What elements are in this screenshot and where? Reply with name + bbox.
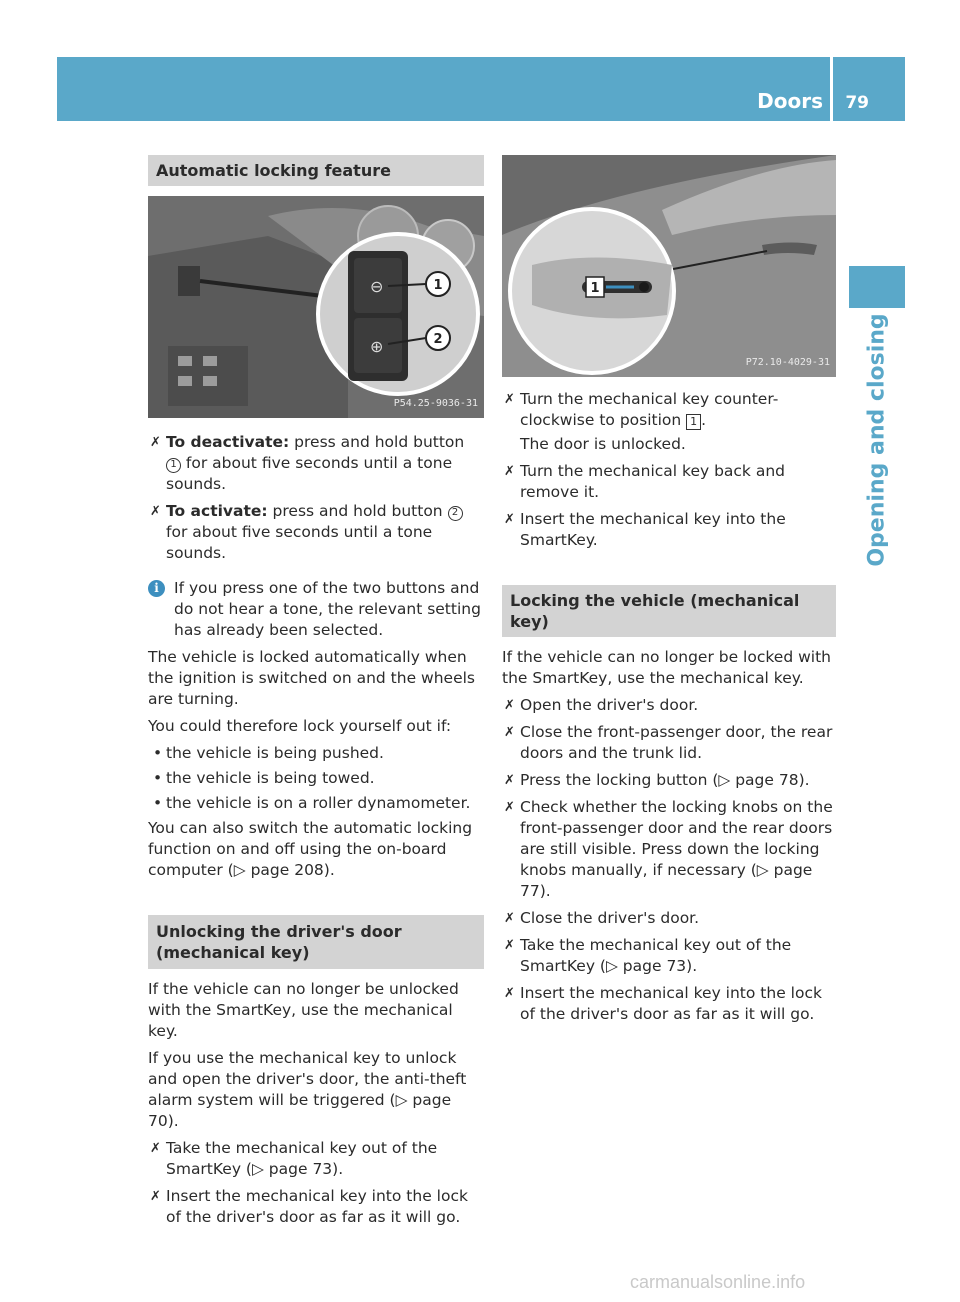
instruction-step <box>502 797 836 902</box>
step-arrow-icon: ✗ <box>150 1141 161 1156</box>
instruction-step <box>148 501 484 564</box>
instruction-step <box>502 983 836 1025</box>
info-icon: i <box>148 580 165 597</box>
step-arrow-icon: ✗ <box>504 911 515 926</box>
step-text: Insert the mechanical key into the lock of the driver's door as far as it will go. <box>520 984 822 1023</box>
step-text: Take the mechanical key out of the SmartKey (▷ page 73). <box>166 1139 438 1178</box>
right-column <box>502 155 836 1031</box>
bullet-icon: • <box>153 744 163 762</box>
paragraph: If the vehicle can no longer be unlocked with the SmartKey, use the mechanical key. <box>148 980 459 1040</box>
step-arrow-icon: ✗ <box>504 938 515 953</box>
info-note <box>148 578 484 641</box>
paragraph: If the vehicle can no longer be locked with the SmartKey, use the mechanical key. <box>502 648 831 687</box>
chapter-tab <box>849 266 905 308</box>
page-header <box>57 57 905 121</box>
figure-id: P54.25-9036-31 <box>393 398 478 409</box>
instruction-step <box>502 695 836 716</box>
svg-text:⊖: ⊖ <box>370 277 384 296</box>
instruction-step <box>502 770 836 791</box>
figure-id: P72.10-4029-31 <box>745 357 830 368</box>
bullet-icon: • <box>153 794 163 812</box>
step-arrow-icon: ✗ <box>504 773 515 788</box>
step-arrow-icon: ✗ <box>150 504 161 519</box>
step-text: Close the driver's door. <box>520 909 700 927</box>
left-column <box>148 155 484 1234</box>
watermark-footer: carmanualsonline.info <box>630 1272 806 1292</box>
heading-line: Unlocking the driver's door <box>156 922 402 941</box>
instruction-step <box>502 722 836 764</box>
instruction-step <box>148 1138 484 1180</box>
heading-line: (mechanical key) <box>156 943 310 962</box>
step-text: Close the front-passenger door, the rear doors and the trunk lid. <box>520 723 833 762</box>
page-number: 79 <box>845 93 869 113</box>
step-arrow-icon: ✗ <box>504 512 515 527</box>
door-handle-illustration <box>502 155 836 377</box>
step-text: Insert the mechanical key into the SmartKey. <box>520 510 786 549</box>
door-panel-illustration <box>148 196 484 418</box>
section-heading-unlocking-drivers-door <box>148 915 484 969</box>
step-text: for about five seconds until a tone sounds. <box>166 523 433 562</box>
step-arrow-icon: ✗ <box>504 698 515 713</box>
figure-door-lock-buttons <box>148 196 484 418</box>
position-ref: 1 <box>686 414 701 430</box>
instruction-step <box>502 509 836 551</box>
list-item-text: the vehicle is being pushed. <box>166 744 384 762</box>
step-text: Insert the mechanical key into the lock of the driver's door as far as it will go. <box>166 1187 468 1226</box>
instruction-step <box>148 432 484 495</box>
step-text: Take the mechanical key out of the SmartKey (▷ page 73). <box>520 936 792 975</box>
step-arrow-icon: ✗ <box>504 392 515 407</box>
figure-door-handle-key <box>502 155 836 377</box>
list-item <box>148 793 484 814</box>
section-heading-locking-vehicle: Locking the vehicle (mechanical key) <box>502 585 836 637</box>
step-arrow-icon: ✗ <box>504 725 515 740</box>
svg-text:⊕: ⊕ <box>370 337 384 356</box>
callout-1: 1 <box>433 278 443 293</box>
list-item-text: the vehicle is being towed. <box>166 769 375 787</box>
step-text: . <box>701 411 707 429</box>
step-arrow-icon: ✗ <box>150 435 161 450</box>
instruction-step <box>148 1186 484 1228</box>
step-text: Open the driver's door. <box>520 696 699 714</box>
step-arrow-icon: ✗ <box>150 1189 161 1204</box>
callout-ref: 1 <box>166 458 181 473</box>
paragraph: You can also switch the automatic locking function on and off using the on-board computer (▷ page 208). <box>148 819 473 879</box>
list-item <box>148 743 484 764</box>
step-text: Press the locking button (▷ page 78). <box>520 771 810 789</box>
step-lead: To activate: <box>166 502 268 520</box>
chapter-label: Opening and closing <box>864 313 890 567</box>
step-text: press and hold button <box>289 433 465 451</box>
step-text: Check whether the locking knobs on the front-passenger door and the rear doors are still visible. Press down the locking knobs manually, if necessary (▷ page 77). <box>520 798 833 900</box>
header-section-title: Doors <box>757 89 823 113</box>
step-lead: To deactivate: <box>166 433 290 451</box>
callout-ref: 2 <box>448 506 463 521</box>
step-text: Turn the mechanical key counter-clockwise to position <box>520 390 779 429</box>
step-result: The door is unlocked. <box>520 435 686 453</box>
header-divider <box>830 57 833 121</box>
instruction-step <box>502 908 836 929</box>
instruction-step <box>502 935 836 977</box>
paragraph: If you use the mechanical key to unlock and open the driver's door, the anti-theft alarm system will be triggered (▷ page 70). <box>148 1049 467 1130</box>
step-arrow-icon: ✗ <box>504 464 515 479</box>
step-text: for about five seconds until a tone sounds. <box>166 454 453 493</box>
instruction-step <box>502 461 836 503</box>
callout-1: 1 <box>590 281 600 296</box>
bullet-icon: • <box>153 769 163 787</box>
note-text: If you press one of the two buttons and do not hear a tone, the relevant setting has already been selected. <box>174 579 481 639</box>
list-item-text: the vehicle is on a roller dynamometer. <box>166 794 471 812</box>
step-arrow-icon: ✗ <box>504 986 515 1001</box>
paragraph: You could therefore lock yourself out if: <box>148 717 452 735</box>
paragraph: The vehicle is locked automatically when the ignition is switched on and the wheels are turning. <box>148 648 475 708</box>
instruction-step <box>502 389 836 455</box>
step-arrow-icon: ✗ <box>504 800 515 815</box>
step-text: Turn the mechanical key back and remove it. <box>520 462 785 501</box>
callout-2: 2 <box>433 332 443 347</box>
step-text: press and hold button <box>267 502 448 520</box>
list-item <box>148 768 484 789</box>
section-heading-automatic-locking: Automatic locking feature <box>148 155 484 186</box>
